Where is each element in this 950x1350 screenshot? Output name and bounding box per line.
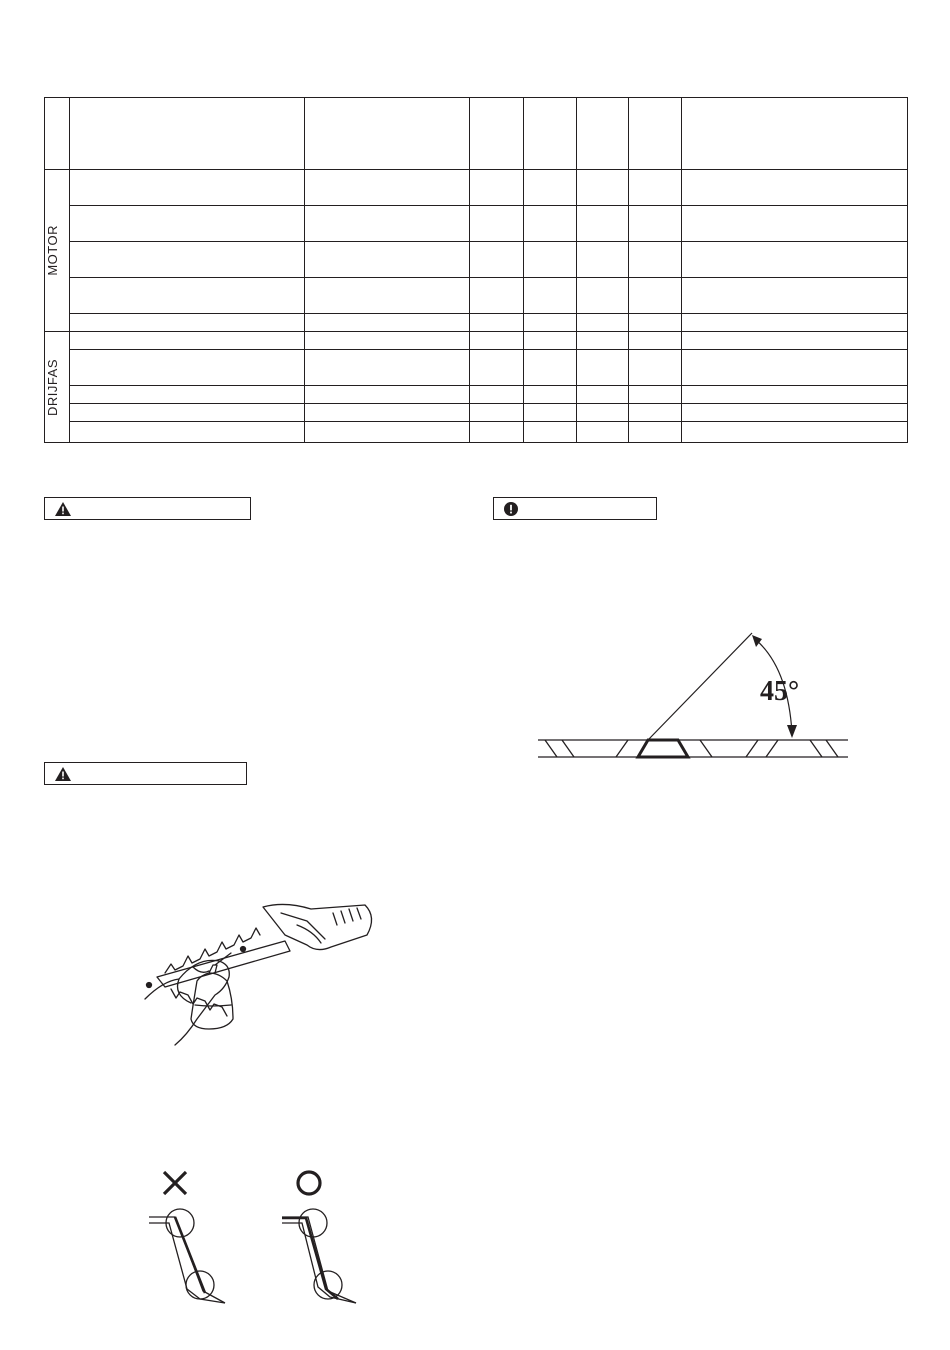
right-symbol xyxy=(294,1168,324,1203)
header-cell xyxy=(682,98,908,170)
header-cell xyxy=(305,98,470,170)
maintenance-table xyxy=(44,97,908,443)
caution-box xyxy=(493,497,657,520)
cross-icon xyxy=(160,1168,190,1198)
table-header-row xyxy=(45,98,908,170)
header-cell xyxy=(70,98,305,170)
header-cell xyxy=(524,98,577,170)
header-cell xyxy=(577,98,629,170)
table-row xyxy=(45,242,908,278)
table-row xyxy=(45,386,908,404)
table-row xyxy=(45,314,908,332)
table-row xyxy=(45,422,908,443)
motor-section-cell xyxy=(45,170,70,332)
wrong-symbol xyxy=(160,1168,190,1203)
header-cell xyxy=(629,98,682,170)
warning-triangle-icon xyxy=(55,502,71,516)
motor-label: MOTOR xyxy=(45,225,60,276)
table-row xyxy=(45,404,908,422)
table-row xyxy=(45,350,908,386)
table-row xyxy=(45,170,908,206)
warning-box-2 xyxy=(44,762,247,785)
circle-icon xyxy=(294,1168,324,1198)
header-cell xyxy=(45,98,70,170)
drijfas-label: DRIJFAS xyxy=(45,358,60,416)
right-blade-profile xyxy=(278,1205,363,1310)
exclamation-circle-icon xyxy=(504,502,518,516)
wrong-blade-profile xyxy=(145,1205,230,1310)
header-cell xyxy=(470,98,524,170)
angle-label: 45° xyxy=(760,676,800,707)
table-row xyxy=(45,206,908,242)
drijfas-section-cell xyxy=(45,332,70,443)
blade-angle-figure xyxy=(530,625,855,765)
lubrication-illustration xyxy=(135,895,380,1050)
table-row xyxy=(45,278,908,314)
table-row xyxy=(45,332,908,350)
warning-box xyxy=(44,497,251,520)
warning-triangle-icon xyxy=(55,767,71,781)
